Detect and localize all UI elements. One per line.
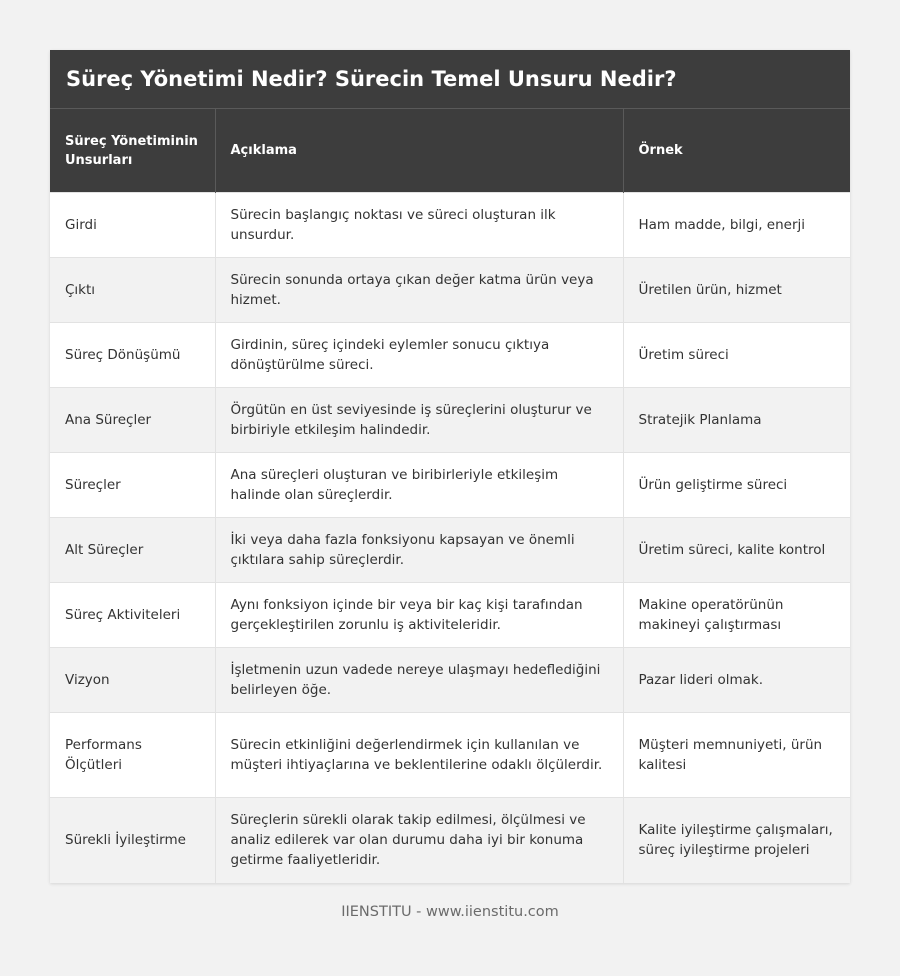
- cell-aciklama: İşletmenin uzun vadede nereye ulaşmayı hedeflediğini belirleyen öğe.: [215, 648, 623, 713]
- cell-ornek: Üretim süreci, kalite kontrol: [623, 518, 850, 583]
- cell-unsur: Süreçler: [50, 453, 215, 518]
- table-row: [50, 798, 850, 883]
- table-row: [50, 583, 850, 648]
- table-card: [50, 50, 850, 883]
- cell-ornek: Stratejik Planlama: [623, 388, 850, 453]
- cell-unsur: Süreç Aktiviteleri: [50, 583, 215, 648]
- cell-ornek: Müşteri memnuniyeti, ürün kalitesi: [623, 713, 850, 798]
- cell-aciklama: Aynı fonksiyon içinde bir veya bir kaç kişi tarafından gerçekleştirilen zorunlu iş aktiviteleridir.: [215, 583, 623, 648]
- cell-aciklama: Ana süreçleri oluşturan ve biribirleriyle etkileşim halinde olan süreçlerdir.: [215, 453, 623, 518]
- cell-unsur: Süreç Dönüşümü: [50, 323, 215, 388]
- cell-unsur: Girdi: [50, 193, 215, 258]
- cell-aciklama: İki veya daha fazla fonksiyonu kapsayan ve önemli çıktılara sahip süreçlerdir.: [215, 518, 623, 583]
- cell-aciklama: Girdinin, süreç içindeki eylemler sonucu çıktıya dönüştürülme süreci.: [215, 323, 623, 388]
- cell-unsur: Vizyon: [50, 648, 215, 713]
- column-header-unsur: Süreç Yönetiminin Unsurları: [50, 109, 215, 193]
- table-row: [50, 518, 850, 583]
- table-row: [50, 713, 850, 798]
- footer-credit: IIENSTITU - www.iienstitu.com: [341, 904, 559, 920]
- cell-ornek: Üretim süreci: [623, 323, 850, 388]
- table-row: [50, 648, 850, 713]
- header-row: [50, 109, 850, 193]
- column-header-ornek: Örnek: [623, 109, 850, 193]
- cell-aciklama: Sürecin etkinliğini değerlendirmek için kullanılan ve müşteri ihtiyaçlarına ve beklentilerine odaklı ölçülerdir.: [215, 713, 623, 798]
- cell-unsur: Alt Süreçler: [50, 518, 215, 583]
- table-row: [50, 453, 850, 518]
- cell-ornek: Ham madde, bilgi, enerji: [623, 193, 850, 258]
- cell-ornek: Makine operatörünün makineyi çalıştırması: [623, 583, 850, 648]
- cell-ornek: Üretilen ürün, hizmet: [623, 258, 850, 323]
- cell-aciklama: Süreçlerin sürekli olarak takip edilmesi, ölçülmesi ve analiz edilerek var olan durumu daha iyi bir konuma getirme faaliyetleridir.: [215, 798, 623, 883]
- table-row: [50, 388, 850, 453]
- cell-unsur: Çıktı: [50, 258, 215, 323]
- cell-ornek: Pazar lideri olmak.: [623, 648, 850, 713]
- table-row: [50, 323, 850, 388]
- cell-aciklama: Sürecin başlangıç noktası ve süreci oluşturan ilk unsurdur.: [215, 193, 623, 258]
- cell-aciklama: Sürecin sonunda ortaya çıkan değer katma ürün veya hizmet.: [215, 258, 623, 323]
- cell-unsur: Sürekli İyileştirme: [50, 798, 215, 883]
- cell-unsur: Ana Süreçler: [50, 388, 215, 453]
- table-row: [50, 258, 850, 323]
- cell-unsur: Performans Ölçütleri: [50, 713, 215, 798]
- table-row: [50, 193, 850, 258]
- cell-aciklama: Örgütün en üst seviyesinde iş süreçlerini oluşturur ve birbiriyle etkileşim halindedir.: [215, 388, 623, 453]
- cell-ornek: Kalite iyileştirme çalışmaları, süreç iyileştirme projeleri: [623, 798, 850, 883]
- cell-ornek: Ürün geliştirme süreci: [623, 453, 850, 518]
- data-table: [50, 108, 850, 883]
- table-title: Süreç Yönetimi Nedir? Sürecin Temel Unsuru Nedir?: [50, 50, 850, 108]
- column-header-aciklama: Açıklama: [215, 109, 623, 193]
